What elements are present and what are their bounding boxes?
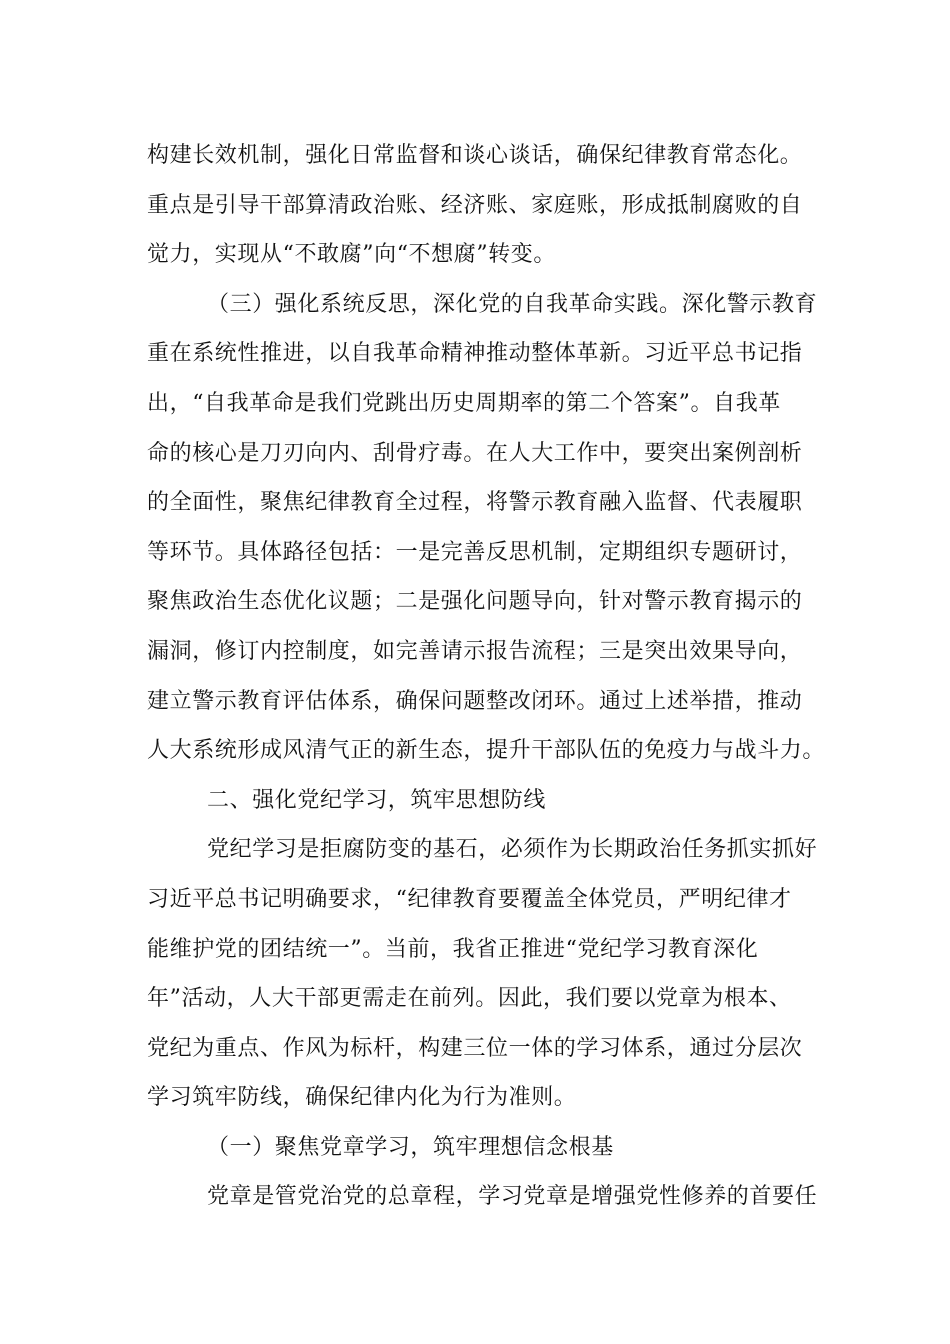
text-line: 聚焦政治生态优化议题；二是强化问题导向，针对警示教育揭示的 xyxy=(147,589,803,615)
text-line: 等环节。具体路径包括：一是完善反思机制，定期组织专题研讨， xyxy=(147,539,803,565)
text-line: 漏洞，修订内控制度，如完善请示报告流程；三是突出效果导向， xyxy=(147,638,803,664)
text-line: 构建长效机制，强化日常监督和谈心谈话，确保纪律教育常态化。 xyxy=(147,143,803,168)
document-body xyxy=(147,131,826,1222)
text-line: 年”活动，人大干部更需走在前列。因此，我们要以党章为根本、 xyxy=(147,986,792,1012)
subsection-heading: （一）聚焦党章学习，筑牢理想信念根基 xyxy=(207,1134,614,1160)
text-line: 的全面性，聚焦纪律教育全过程，将警示教育融入监督、代表履职 xyxy=(147,490,803,516)
text-line: 党纪为重点、作风为标杆，构建三位一体的学习体系，通过分层次 xyxy=(147,1035,803,1061)
text-line: 重在系统性推进，以自我革命精神推动整体革新。习近平总书记指 xyxy=(147,341,803,367)
text-line: 党章是管党治党的总章程，学习党章是增强党性修养的首要任 xyxy=(207,1184,818,1210)
text-line: 党纪学习是拒腐防变的基石，必须作为长期政治任务抓实抓好 xyxy=(207,837,818,863)
text-line: 命的核心是刀刃向内、刮骨疗毒。在人大工作中，要突出案例剖析 xyxy=(147,440,803,466)
text-line: 建立警示教育评估体系，确保问题整改闭环。通过上述举措，推动 xyxy=(147,688,803,714)
text-line: 觉力，实现从“不敢腐”向“不想腐”转变。 xyxy=(147,242,556,268)
text-line: 人大系统形成风清气正的新生态，提升干部队伍的免疫力与战斗力。 xyxy=(147,738,826,764)
text-line: 重点是引导干部算清政治账、经济账、家庭账，形成抵制腐败的自 xyxy=(147,192,803,218)
text-line: 出，“自我革命是我们党跳出历史周期率的第二个答案”。自我革 xyxy=(147,390,781,416)
text-line: 能维护党的团结统一”。当前，我省正推进“党纪学习教育深化 xyxy=(147,936,759,962)
text-line: 习近平总书记明确要求，“纪律教育要覆盖全体党员，严明纪律才 xyxy=(147,886,792,912)
section-heading: 二、强化党纪学习，筑牢思想防线 xyxy=(207,787,547,813)
subsection-heading: （三）强化系统反思，深化党的自我革命实践。深化警示教育 xyxy=(207,291,818,317)
text-line: 学习筑牢防线，确保纪律内化为行为准则。 xyxy=(147,1085,577,1111)
